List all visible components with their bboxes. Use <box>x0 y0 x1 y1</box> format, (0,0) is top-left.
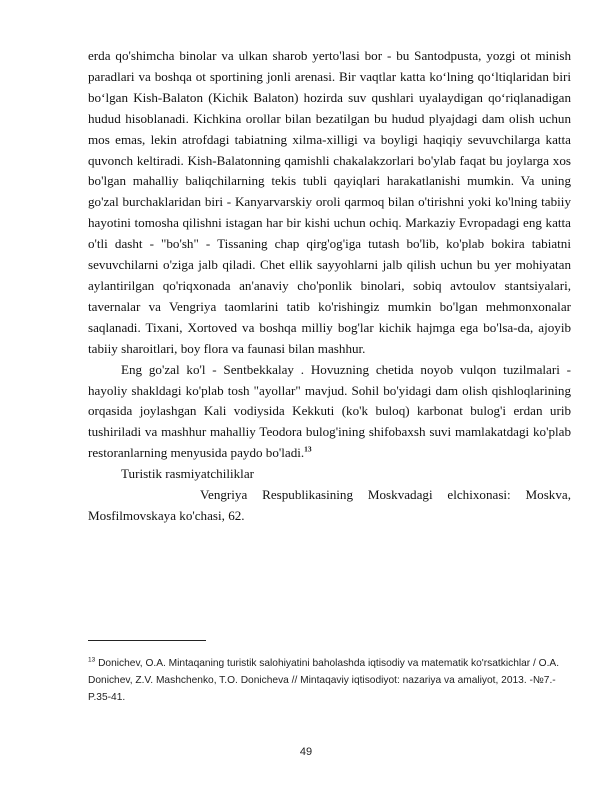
footnote-marker: 13 <box>88 656 96 664</box>
paragraph-embassy: Vengriya Respublikasining Moskvadagi elchixonasi: Moskva, Mosfilmovskaya ko'chasi, 62. <box>88 487 571 523</box>
section-heading: Turistik rasmiyatchiliklar <box>121 466 254 482</box>
footnote-text: Donichev, O.A. Mintaqaning turistik salohiyatini baholashda iqtisodiy va matematik ko'rsatkichlar / O.A. Donichev, Z.V. Mashchenko, T.O. Donicheva // Mintaqaviy iqtisodiyot: nazariya va amaliyot, 2013. -№7.- P.35-41. <box>88 658 560 703</box>
paragraph-sentbekkalay <box>88 360 571 465</box>
footnote <box>88 656 571 706</box>
body-text <box>88 46 571 527</box>
footnote-separator <box>88 640 206 641</box>
page-number: 49 <box>299 746 313 758</box>
paragraph-main: erda qo'shimcha binolar va ulkan sharob yerto'lasi bor - bu Santodpusta, yozgi ot minish paradlari va boshqa ot sportining jonli arenasi. Bir vaqtlar katta ko‘lning qo‘ltiqlaridan biri bo‘lgan Kish-Balaton (Kichik Balaton) hozirda suv qushlari uyalaydigan qo‘riqlanadigan hudud hisoblanadi. Kichkina orollar bilan bezatilgan bu hudud plyajdagi dam olish uchun mos emas, lekin atrofdagi tabiatning xilma-xilligi va boyligi haqiqiy sevuvchilarga katta quvonch keltiradi. Kish-Balatonning qamishli chakalakzorlari bo'ylab faqat bu joylarga xos bo'lgan mahalliy baliqchilarning tekis tubli qayiqlari harakatlanishi mumkin. Va uning go'zal burchaklaridan biri - Kanyarvarskiy oroli qarmoq bilan o'tirishni yoki ko'lning tabiiy hayotini tomosha qilishni istagan har bir kishi uchun ochiq. Markaziy Evropadagi eng katta o'tli dasht - "bo'sh" - Tissaning chap qirg'og'iga tutash bo'lib, ko'plab bokira tabiatni sevuvchilarni o'ziga jalb qiladi. Chet ellik sayyohlarni jalb qilish uchun bu yer mohiyatan aylantirilgan qo'riqxonada an'anaviy cho'ponlik binolari, sobiq avtoulov stantsiyalari, tavernalar va Vengriya taomlarini tatib ko'rishingiz mumkin bo'lgan mehmonxonalar saqlanadi. Tixani, Xortoved va boshqa milliy bog'lar kichik hajmga ega bo'lsa-da, ajoyib tabiiy sharoitlari, boy flora va faunasi bilan mashhur. <box>88 48 571 356</box>
footnote-reference[interactable]: 13 <box>304 444 312 454</box>
paragraph-sentbekkalay-text: Eng go'zal ko'l - Sentbekkalay . Hovuzning chetida noyob vulqon tuzilmalari - hayoliy shakldagi ko'plab tosh "ayollar" mavjud. Sohil bo'yidagi dam olish qishloqlarining orqasida joylashgan Kali vodiysida Kekkuti (ko'k buloq) karbonat bulog'i erdan urib tushiriladi va mashhur mahalliy Teodora bulog'ining shifobaxsh suvi mamlakatdagi ko'plab restoranlarning menyusida paydo bo'ladi. <box>88 361 571 461</box>
